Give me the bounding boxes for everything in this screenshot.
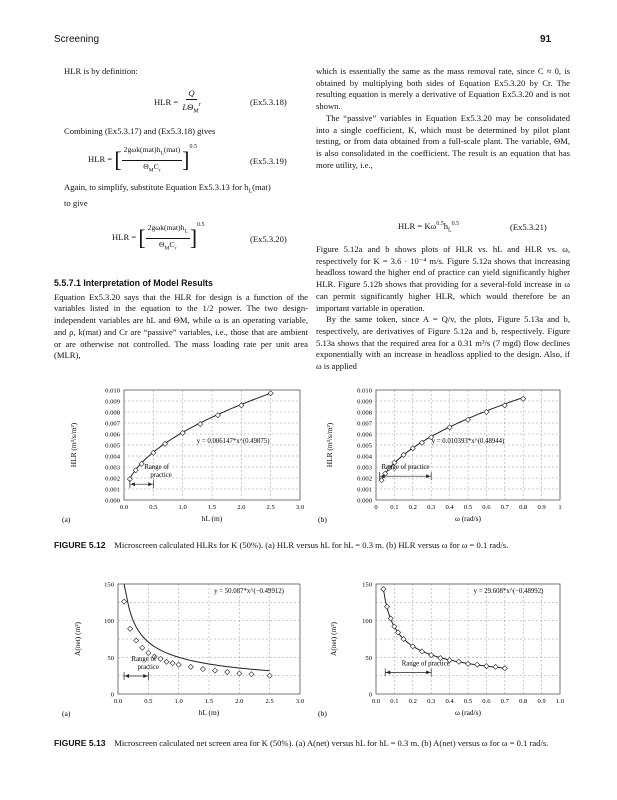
eq20-num: 2gωk(mat)h <box>147 223 185 233</box>
figure-5-13a-chart <box>54 574 312 724</box>
eq18-den-sup: r <box>198 102 201 108</box>
right-para-3: Figure 5.12a and b shows plots of HLR vs. hL and HLR vs. ω, respectively for K = 3.6 · 10⁻⁴ m/s. Figure 5.12a shows that increasing headloss toward the higher end of practice can yield significantly higher HLR. Figure 5.12b shows that providing for a several-fold increase in ω can permit significantly higher HLR, which would therefore be an important variable in operation. <box>316 244 570 313</box>
left-paragraph: Equation Ex5.3.20 says that the HLR for design is a function of the variables listed in the equation to the 1/2 power. The two design-independent variables are hL and ΘM, while ω is an operating variable, and ρ, k(mat) and Cr are “passive” variables, i.e., those that are ambient or are otherwise not controlled. The mass loading rate per unit area (MLR), <box>54 291 308 361</box>
left-line-3: Again, to simplify, substitute Equation Ex5.3.13 for $h_L(mat)$ to give <box>64 182 271 209</box>
y-tick-label: 0.003 <box>105 464 120 472</box>
y-tick-label: 150 <box>104 581 114 589</box>
x-tick-label: 0.8 <box>519 698 528 705</box>
x-tick-label: 0.3 <box>427 504 436 511</box>
eq20-den-tail-sub: r <box>174 245 177 252</box>
x-tick-label: 0.5 <box>149 504 158 511</box>
eq19-den: Θ <box>143 161 149 171</box>
y-tick-label: 0.008 <box>105 409 120 417</box>
left-line-2-wrap <box>64 126 304 138</box>
x-tick-label: 2.0 <box>237 504 246 511</box>
y-tick-label: 0 <box>110 691 114 699</box>
equation-ex5-3-20: HLR = [ $\frac{2g\omega k(mat)h_L}{\Theta_MC_r}$ ]$^{0.5}$ <box>112 222 205 254</box>
figure-5-12b-chart <box>310 380 572 532</box>
eq20-fraction <box>146 222 190 254</box>
x-tick-label: 0.7 <box>500 504 509 511</box>
y-tick-label: 50 <box>365 654 372 662</box>
eq20-den-tail: C <box>169 239 175 249</box>
y-tick-label: 0.004 <box>105 453 120 461</box>
x-tick-label: 0.4 <box>445 504 454 511</box>
right-para-2: The “passive” variables in Equation Ex5.3.20 may be consolidated into a single coefficient, K, which must be determined by pilot plant testing, or from data obtained from a full-scale plant. The variable, ΘM, is also consolidated in the coefficient. The result is an equation that has more utility, i.e., <box>316 112 570 170</box>
eq18-lhs: HLR = <box>154 96 179 107</box>
x-tick-label: 0.2 <box>408 698 417 705</box>
eq20-lhs: HLR = <box>112 232 137 242</box>
eq21-h: h <box>443 221 448 231</box>
eq19-num: 2gωk(mat)h <box>123 145 161 155</box>
y-tick-label: 0.009 <box>105 398 120 406</box>
fig513-caption-text: Microscreen calculated net screen area for K (50%). (a) A(net) versus hL for hL = 0.3 m. (b) A(net) versus ω for ω = 0.1 rad/s. <box>114 738 549 748</box>
x-tick-label: 0.3 <box>427 698 436 705</box>
right-column-top <box>316 66 570 171</box>
figure-5-13-caption <box>54 738 570 750</box>
x-tick-label: 0.7 <box>500 698 509 705</box>
running-header-section: Screening <box>54 34 100 45</box>
x-tick-label: 0.0 <box>119 504 129 511</box>
x-tick-label: 2.5 <box>265 698 274 705</box>
y-tick-label: 0.010 <box>105 387 120 395</box>
panel-label: (b) <box>318 515 327 524</box>
left-line-3-wrap <box>64 182 304 210</box>
left-line-2: Combining (Ex5.3.17) and (Ex5.3.18) gives <box>64 126 216 136</box>
y-tick-label: 0.000 <box>105 497 120 505</box>
eq20-exp: 0.5 <box>197 222 205 228</box>
panel-label: (a) <box>62 515 71 524</box>
eq19-den-tail: C <box>153 161 159 171</box>
y-tick-label: 100 <box>362 618 372 626</box>
range-annotation-line1: Range of <box>144 464 170 472</box>
eq19-num-tail: (mat) <box>163 145 181 155</box>
right-para-4: By the same token, since A = Q/v, the plots, Figure 5.13a and b, respectively, are derivatives of Figure 5.12a and b, respectively. Figure 5.13a shows that the required area for a 0.31 m³/s (7 mgd) flow declines exponentially with an increase in headloss applied to the design. Also, if ω is applied <box>316 314 570 372</box>
eq18-fraction <box>180 88 202 118</box>
y-tick-label: 0.002 <box>357 475 372 483</box>
y-tick-label: 0.009 <box>357 398 372 406</box>
equation-ex5-3-18 <box>154 88 203 118</box>
x-tick-label: 1.0 <box>178 504 187 511</box>
right-column-bottom <box>316 244 570 373</box>
x-tick-label: 3.0 <box>295 504 305 511</box>
x-tick-label: 0.9 <box>537 504 546 511</box>
fig512-caption-label: FIGURE 5.12 <box>54 540 106 550</box>
y-tick-label: 0.001 <box>357 486 372 494</box>
figure-5-12a-chart <box>54 380 312 532</box>
range-annotation-line2: practice <box>137 664 159 671</box>
panel-label: (b) <box>318 709 327 718</box>
y-tick-label: 0.007 <box>357 420 372 428</box>
x-tick-label: 0.2 <box>408 504 417 511</box>
fit-equation-label: y = 0.010393*x^(0.48944) <box>431 437 505 445</box>
eq18-number: (Ex5.3.18) <box>250 97 287 107</box>
x-tick-label: 1 <box>558 504 562 511</box>
section-heading: 5.5.7.1 Interpretation of Model Results <box>54 278 213 288</box>
range-annotation-label: Range of practice <box>381 464 430 472</box>
eq20-den-sub: M <box>164 245 170 252</box>
y-tick-label: 0.006 <box>105 431 120 439</box>
y-tick-label: 0.005 <box>357 442 372 450</box>
x-tick-label: 0.8 <box>519 504 528 511</box>
x-tick-label: 0.4 <box>445 698 454 705</box>
x-tick-label: 0.5 <box>144 698 153 705</box>
left-section <box>54 278 308 362</box>
y-tick-label: 100 <box>104 618 114 626</box>
eq19-den-tail-sub: r <box>158 167 161 174</box>
eq19-exp: 0.5 <box>189 144 197 150</box>
y-tick-label: 0.002 <box>105 475 120 483</box>
y-tick-label: 0.003 <box>357 464 372 472</box>
y-tick-label: 50 <box>107 654 114 662</box>
page-number: 91 <box>540 34 552 45</box>
y-axis-label: A(net) (m²) <box>329 621 338 657</box>
x-tick-label: 0 <box>374 504 378 511</box>
x-tick-label: 1.5 <box>207 504 217 511</box>
y-axis-label: HLR (m³/s/m²) <box>69 422 78 468</box>
panel-label: (a) <box>62 709 71 718</box>
eq21-number: (Ex5.3.21) <box>510 222 547 232</box>
eq21-lhs: HLR = Kω <box>398 221 437 231</box>
fit-equation-label: y = 0.006147*x^(0.49875) <box>196 437 270 445</box>
y-tick-label: 0.005 <box>105 442 120 450</box>
x-axis-label: hL (m) <box>201 514 223 523</box>
fit-equation-label: y = 50.087*x^(−0.49912) <box>214 587 284 595</box>
fig513-caption-label: FIGURE 5.13 <box>54 738 106 748</box>
eq19-num-sub: L <box>160 150 164 157</box>
x-tick-label: 0.5 <box>463 698 473 705</box>
eq21-sup2: 0.5 <box>451 221 460 228</box>
y-tick-label: 0 <box>368 691 372 699</box>
y-axis-label: HLR (m³/s/m²) <box>325 422 334 468</box>
x-tick-label: 3.0 <box>295 698 305 705</box>
x-axis-label: hL (m) <box>198 708 220 717</box>
eq18-num: Q <box>188 88 195 98</box>
x-tick-label: 2.0 <box>235 698 244 705</box>
eq20-den: Θ <box>159 239 165 249</box>
x-tick-label: 1.0 <box>555 698 565 705</box>
range-annotation-line2: practice <box>150 472 172 480</box>
y-tick-label: 0.007 <box>105 420 120 428</box>
eq19-den-sub: M <box>148 167 154 174</box>
y-tick-label: 0.010 <box>357 387 372 395</box>
equation-ex5-3-21 <box>398 221 459 234</box>
eq20-num-sub: L <box>184 228 188 235</box>
x-tick-label: 1.0 <box>174 698 183 705</box>
x-axis-label: ω (rad/s) <box>454 514 482 523</box>
x-axis-label: ω (rad/s) <box>454 708 482 717</box>
x-tick-label: 0.1 <box>390 698 399 705</box>
fit-equation-label: y = 29.608*x^(−0.48992) <box>473 587 544 595</box>
y-tick-label: 0.001 <box>105 486 120 494</box>
fig512-caption-text: Microscreen calculated HLRs for K (50%). (a) HLR versus hL for hL = 0.3 m. (b) HLR versus ω for ω = 0.1 rad/s. <box>114 540 509 550</box>
y-tick-label: 0.000 <box>357 497 372 505</box>
x-tick-label: 0.0 <box>113 698 123 705</box>
x-tick-label: 0.6 <box>482 504 491 511</box>
x-tick-label: 1.5 <box>204 698 214 705</box>
eq19-lhs: HLR = <box>88 154 113 164</box>
x-tick-label: 0.0 <box>371 698 381 705</box>
figure-5-13b-chart <box>310 574 572 724</box>
y-axis-label: A(net) (m²) <box>73 621 82 657</box>
y-tick-label: 0.006 <box>357 431 372 439</box>
eq21-sup1: 0.5 <box>436 221 444 228</box>
eq19-number: (Ex5.3.19) <box>250 156 287 166</box>
left-intro <box>64 66 304 78</box>
eq18-den-sub: M <box>193 108 199 115</box>
left-line-1: HLR is by definition: <box>64 66 138 76</box>
eq21-sub: L <box>448 227 452 234</box>
x-tick-label: 0.6 <box>482 698 491 705</box>
x-tick-label: 0.1 <box>390 504 399 511</box>
eq18-den: LΘ <box>182 101 194 112</box>
y-tick-label: 0.004 <box>357 453 372 461</box>
y-tick-label: 0.008 <box>357 409 372 417</box>
x-tick-label: 2.5 <box>266 504 275 511</box>
equation-ex5-3-19: HLR = [ $\frac{2g\omega k(mat)h_L(mat)}{\Theta_MC_r}$ ]$^{0.5}$ <box>88 144 197 176</box>
x-tick-label: 0.5 <box>463 504 473 511</box>
y-tick-label: 150 <box>362 581 372 589</box>
right-para-1: which is essentially the same as the mass removal rate, since C ≈ 0, is obtained by multiplying both sides of Equation Ex5.3.20 by Cr. The resulting equation is merely a derivative of Equation Ex5.3.20 and is not shown. <box>316 66 570 112</box>
figure-5-12-caption <box>54 540 570 552</box>
eq20-number: (Ex5.3.20) <box>250 234 287 244</box>
x-tick-label: 0.9 <box>537 698 546 705</box>
eq19-fraction <box>122 144 182 176</box>
range-annotation-line1: Range of <box>131 656 157 663</box>
range-annotation-label: Range of practice <box>401 660 450 668</box>
